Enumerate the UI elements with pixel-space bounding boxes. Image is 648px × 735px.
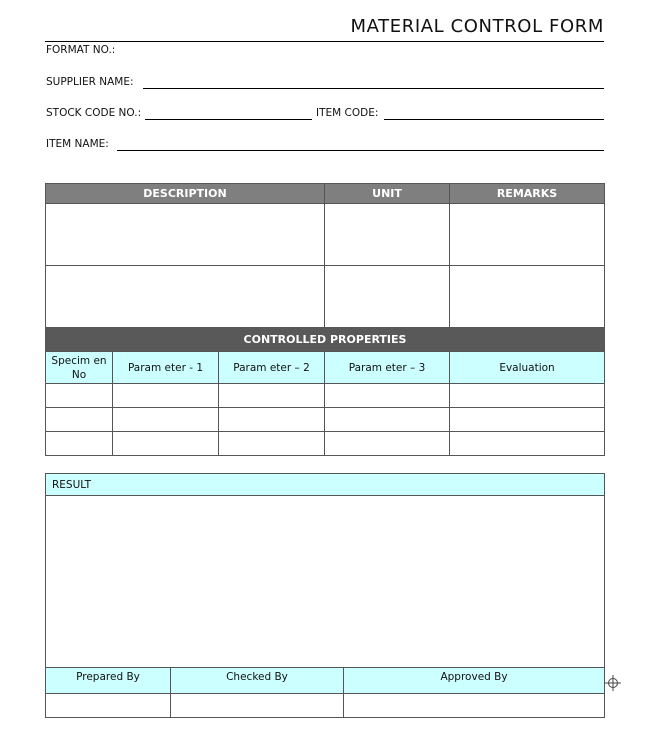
unit-header: UNIT [325, 184, 450, 204]
approved-by-header: Approved By [344, 668, 605, 694]
parameter-2-cell[interactable] [219, 384, 325, 408]
table-row [46, 408, 605, 432]
evaluation-header: Evaluation [450, 352, 605, 384]
item-code-label: ITEM CODE: [316, 107, 379, 119]
remarks-header: REMARKS [450, 184, 605, 204]
specimen-no-cell[interactable] [46, 408, 113, 432]
evaluation-cell[interactable] [450, 408, 605, 432]
parameter-3-cell[interactable] [325, 384, 450, 408]
result-header: RESULT [46, 474, 605, 496]
parameter-3-cell[interactable] [325, 408, 450, 432]
checked-by-header: Checked By [171, 668, 344, 694]
parameter-2-cell[interactable] [219, 408, 325, 432]
parameter-1-cell[interactable] [113, 432, 219, 456]
stock-code-label: STOCK CODE NO.: [46, 107, 142, 119]
form-title: MATERIAL CONTROL FORM [350, 16, 604, 37]
description-row [46, 204, 605, 266]
specimen-no-header: Specim en No [46, 352, 113, 384]
parameter-3-header: Param eter – 3 [325, 352, 450, 384]
parameter-1-cell[interactable] [113, 384, 219, 408]
prepared-by-cell[interactable] [46, 694, 171, 718]
controlled-properties-header: CONTROLLED PROPERTIES [46, 328, 605, 352]
specimen-no-cell[interactable] [46, 432, 113, 456]
description-cell[interactable] [46, 204, 325, 266]
result-table [45, 473, 605, 718]
approved-by-cell[interactable] [344, 694, 605, 718]
parameter-1-header: Param eter - 1 [113, 352, 219, 384]
checked-by-cell[interactable] [171, 694, 344, 718]
parameter-1-cell[interactable] [113, 408, 219, 432]
table-row [46, 384, 605, 408]
unit-cell[interactable] [325, 204, 450, 266]
evaluation-cell[interactable] [450, 384, 605, 408]
parameter-3-cell[interactable] [325, 432, 450, 456]
remarks-cell[interactable] [450, 204, 605, 266]
description-row [46, 266, 605, 328]
prepared-by-header: Prepared By [46, 668, 171, 694]
description-header: DESCRIPTION [46, 184, 325, 204]
item-code-field[interactable] [384, 119, 604, 120]
specimen-no-cell[interactable] [46, 384, 113, 408]
supplier-name-label: SUPPLIER NAME: [46, 76, 134, 88]
supplier-name-field[interactable] [143, 88, 604, 89]
table-row [46, 432, 605, 456]
item-name-field[interactable] [117, 150, 604, 151]
unit-cell[interactable] [325, 266, 450, 328]
item-name-label: ITEM NAME: [46, 138, 109, 150]
result-body[interactable] [46, 496, 605, 668]
crosshair-icon[interactable] [605, 675, 621, 691]
description-table [45, 183, 605, 456]
stock-code-field[interactable] [145, 119, 312, 120]
description-cell[interactable] [46, 266, 325, 328]
parameter-2-header: Param eter – 2 [219, 352, 325, 384]
title-divider [45, 41, 604, 42]
remarks-cell[interactable] [450, 266, 605, 328]
parameter-2-cell[interactable] [219, 432, 325, 456]
format-no-label: FORMAT NO.: [46, 44, 116, 56]
evaluation-cell[interactable] [450, 432, 605, 456]
